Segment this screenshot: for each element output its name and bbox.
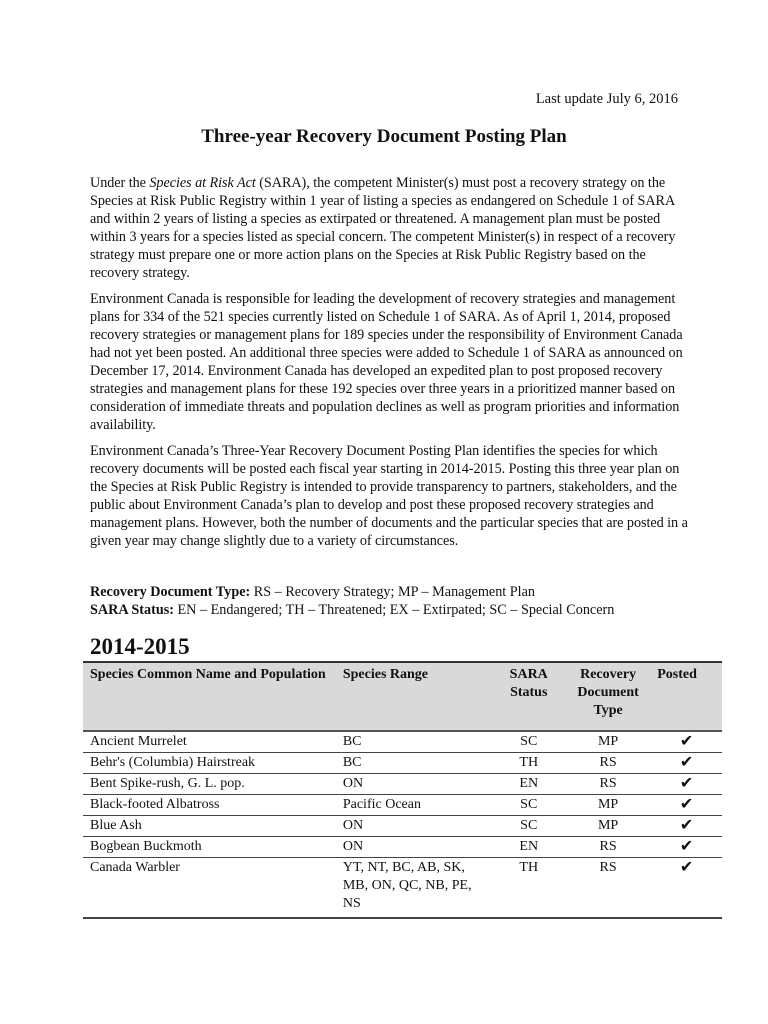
species-range: ON bbox=[342, 818, 364, 833]
document-type: RS bbox=[599, 860, 617, 875]
document-type: MP bbox=[597, 797, 619, 812]
intro-paragraph-1 bbox=[90, 174, 690, 282]
species-range: BC bbox=[342, 734, 362, 749]
sara-status: EN bbox=[519, 776, 539, 791]
checkmark-icon: ✔ bbox=[679, 733, 694, 750]
species-range: ON bbox=[342, 776, 364, 791]
species-name: Black-footed Albatross bbox=[90, 797, 220, 812]
column-header-range: Species Range bbox=[342, 667, 429, 682]
sara-status: SC bbox=[520, 797, 538, 812]
checkmark-icon: ✔ bbox=[679, 817, 694, 834]
checkmark-icon: ✔ bbox=[679, 754, 694, 771]
document-type: MP bbox=[597, 818, 619, 833]
table-row bbox=[83, 837, 722, 858]
sara-status: SC bbox=[520, 818, 538, 833]
document-type: RS bbox=[599, 776, 617, 791]
legend-status-label: SARA Status: bbox=[90, 602, 174, 618]
column-header-posted: Posted bbox=[657, 667, 697, 682]
sara-status: TH bbox=[519, 755, 539, 770]
intro-section bbox=[90, 174, 690, 558]
last-update-date: Last update July 6, 2016 bbox=[535, 91, 678, 107]
legend-doc-type-label: Recovery Document Type: bbox=[90, 584, 251, 600]
sara-status: SC bbox=[520, 734, 538, 749]
table-header-row bbox=[83, 662, 722, 731]
abbreviation-legend bbox=[90, 583, 710, 619]
table-row bbox=[83, 753, 722, 774]
column-header-name: Species Common Name and Population bbox=[90, 667, 326, 682]
fiscal-year-heading: 2014-2015 bbox=[90, 634, 190, 659]
column-header-status: SARA Status bbox=[509, 667, 548, 700]
document-type: RS bbox=[599, 839, 617, 854]
act-name: Species at Risk Act bbox=[149, 175, 256, 191]
checkmark-icon: ✔ bbox=[679, 859, 694, 876]
document-type: RS bbox=[599, 755, 617, 770]
sara-status: TH bbox=[519, 860, 539, 875]
table-row bbox=[83, 795, 722, 816]
table-row bbox=[83, 816, 722, 837]
intro-paragraph-2: Environment Canada is responsible for leading the development of recovery strategies and management plans for 334 of the 521 species currently listed on Schedule 1 of SARA. As of April 1, 2014, proposed recovery strategies or management plans for 189 species under the responsibility of Environment Canada had not yet been posted. An additional three species were added to Schedule 1 of SARA as announced on December 17, 2014. Environment Canada has developed an expedited plan to post proposed recovery strategies and management plans for these 192 species over three years in a prioritized manner based on consideration of immediate threats and population declines as well as program priorities and information availability. bbox=[90, 291, 683, 433]
legend-doc-type bbox=[90, 583, 710, 601]
species-range: Pacific Ocean bbox=[342, 797, 421, 812]
legend-sara-status bbox=[90, 601, 710, 619]
species-name: Blue Ash bbox=[90, 818, 142, 833]
intro-p1-prefix: Under the bbox=[90, 175, 150, 191]
column-header-type: Recovery Document Type bbox=[577, 667, 639, 718]
intro-paragraph-3: Environment Canada’s Three-Year Recovery Document Posting Plan identifies the species for which recovery documents will be posted each fiscal year starting in 2014-2015. Posting this three year plan on the Species at Risk Public Registry is intended to provide transparency to partners, stakeholders, and the public about Environment Canada’s plan to develop and post these proposed recovery strategies and management plans. However, both the number of documents and the particular species that are posted in a given year may change slightly due to a variety of circumstances. bbox=[90, 443, 688, 549]
species-name: Bent Spike-rush, G. L. pop. bbox=[90, 776, 245, 791]
table-row bbox=[83, 858, 722, 919]
species-name: Canada Warbler bbox=[90, 860, 180, 875]
species-range: ON bbox=[342, 839, 364, 854]
legend-doc-type-text: RS – Recovery Strategy; MP – Management Plan bbox=[250, 584, 535, 600]
sara-status: EN bbox=[519, 839, 539, 854]
document-type: MP bbox=[597, 734, 619, 749]
species-range: YT, NT, BC, AB, SK, MB, ON, QC, NB, PE, NS bbox=[342, 860, 472, 911]
species-name: Behr's (Columbia) Hairstreak bbox=[90, 755, 256, 770]
species-range: BC bbox=[342, 755, 362, 770]
table-row bbox=[83, 774, 722, 795]
legend-status-text: EN – Endangered; TH – Threatened; EX – Extirpated; SC – Special Concern bbox=[173, 602, 615, 618]
checkmark-icon: ✔ bbox=[679, 838, 694, 855]
document-title: Three-year Recovery Document Posting Plan bbox=[201, 126, 567, 147]
species-name: Ancient Murrelet bbox=[90, 734, 187, 749]
species-name: Bogbean Buckmoth bbox=[90, 839, 202, 854]
species-table bbox=[83, 661, 722, 919]
checkmark-icon: ✔ bbox=[679, 775, 694, 792]
intro-p1-rest: (SARA), the competent Minister(s) must post a recovery strategy on the Species at Risk Public Registry within 1 year of listing a species as endangered on Schedule 1 of SARA and within 2 years of listing a species as extirpated or threatened. A management plan must be posted within 3 years for a species listed as special concern. The competent Minister(s) in respect of a recovery strategy must prepare one or more action plans on the Species at Risk Public Registry based on the recovery strategy. bbox=[90, 175, 676, 281]
table-row bbox=[83, 731, 722, 753]
checkmark-icon: ✔ bbox=[679, 796, 694, 813]
